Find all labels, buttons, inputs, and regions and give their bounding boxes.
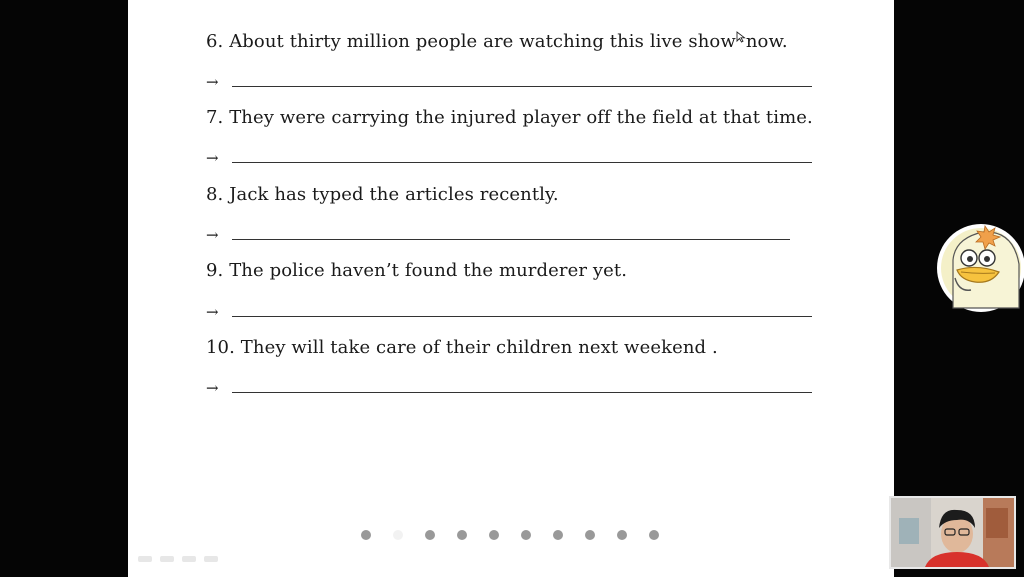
answer-line-10 — [232, 392, 812, 393]
answer-arrow-icon: → — [206, 379, 219, 397]
exercise-6 — [206, 31, 788, 52]
exercise-9 — [206, 260, 627, 281]
webcam-presenter-feed[interactable] — [889, 496, 1016, 569]
toolbar-prev-icon[interactable] — [138, 556, 152, 562]
answer-line-6 — [232, 86, 812, 87]
pagination-dot-1[interactable] — [361, 530, 371, 540]
answer-line-8 — [232, 239, 790, 240]
answer-arrow-icon: → — [206, 226, 219, 244]
pagination-dot-10[interactable] — [649, 530, 659, 540]
exercise-9-text: The police haven’t found the murderer yet. — [229, 260, 628, 281]
pagination-dot-5[interactable] — [489, 530, 499, 540]
exercise-10-text: They will take care of their children next weekend . — [240, 337, 718, 358]
pagination-dot-6[interactable] — [521, 530, 531, 540]
duck-sticker-icon — [935, 218, 1024, 318]
exercise-6-number: 6. — [206, 31, 224, 52]
slide-canvas — [128, 0, 894, 577]
exercise-7-number: 7. — [206, 107, 224, 128]
exercise-10-number: 10. — [206, 337, 235, 358]
exercise-8 — [206, 184, 559, 205]
answer-arrow-icon: → — [206, 303, 219, 321]
toolbar-more-icon[interactable] — [204, 556, 218, 562]
pagination-dot-8[interactable] — [585, 530, 595, 540]
answer-line-7 — [232, 162, 812, 163]
toolbar-slides-icon[interactable] — [182, 556, 196, 562]
exercise-10 — [206, 337, 718, 358]
presentation-toolbar[interactable] — [138, 556, 228, 566]
pagination-dot-3[interactable] — [425, 530, 435, 540]
answer-arrow-icon: → — [206, 73, 219, 91]
mouse-cursor-icon — [736, 27, 746, 39]
answer-arrow-icon: → — [206, 149, 219, 167]
answer-line-9 — [232, 316, 812, 317]
slide-pagination — [361, 530, 681, 540]
exercise-7 — [206, 107, 813, 128]
toolbar-pen-icon[interactable] — [160, 556, 174, 562]
pagination-dot-2[interactable] — [393, 530, 403, 540]
pagination-dot-9[interactable] — [617, 530, 627, 540]
pagination-dot-4[interactable] — [457, 530, 467, 540]
exercise-9-number: 9. — [206, 260, 224, 281]
exercise-6-text: About thirty million people are watching this live show — [229, 31, 736, 52]
exercise-7-text: They were carrying the injured player off the field at that time. — [229, 107, 813, 128]
pagination-dot-7[interactable] — [553, 530, 563, 540]
exercise-8-number: 8. — [206, 184, 224, 205]
exercise-6-text-end: now. — [745, 31, 788, 52]
exercise-8-text: Jack has typed the articles recently. — [229, 184, 559, 205]
